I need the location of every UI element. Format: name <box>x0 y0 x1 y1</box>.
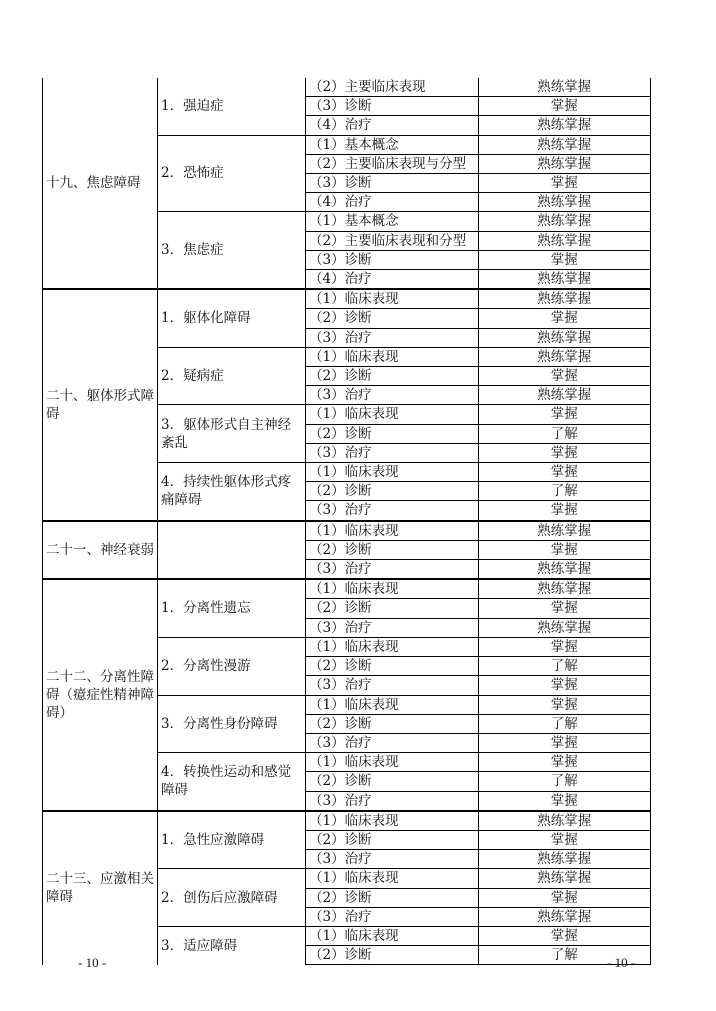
requirement-cell: 掌握 <box>478 637 651 656</box>
item-cell: （2）诊断 <box>306 482 479 501</box>
topic-cell: 十九、焦虑障碍 <box>43 78 158 289</box>
item-cell: （2）诊断 <box>306 772 479 791</box>
syllabus-table <box>42 78 651 965</box>
requirement-cell: 熟练掌握 <box>478 193 651 212</box>
page-number-right: - 10 - <box>607 955 636 970</box>
table-row <box>43 579 651 599</box>
requirement-cell: 熟练掌握 <box>478 869 651 888</box>
unit-cell: 2．分离性漫游 <box>158 637 306 695</box>
requirement-cell: 熟练掌握 <box>478 560 651 580</box>
item-cell: （1）临床表现 <box>306 811 479 831</box>
requirement-cell: 了解 <box>478 657 651 676</box>
requirement-cell: 掌握 <box>478 791 651 811</box>
item-cell: （3）治疗 <box>306 386 479 405</box>
item-cell: （1）临床表现 <box>306 405 479 424</box>
requirement-cell: 掌握 <box>478 753 651 772</box>
syllabus-table-body <box>43 78 651 965</box>
unit-cell: 4．转换性运动和感觉障碍 <box>158 753 306 811</box>
item-cell: （3）治疗 <box>306 676 479 695</box>
requirement-cell: 了解 <box>478 482 651 501</box>
unit-cell: 1．分离性遗忘 <box>158 579 306 637</box>
item-cell: （3）诊断 <box>306 174 479 193</box>
item-cell: （1）临床表现 <box>306 637 479 656</box>
item-cell: （2）诊断 <box>306 424 479 443</box>
requirement-cell: 熟练掌握 <box>478 579 651 599</box>
unit-cell: 3．躯体形式自主神经紊乱 <box>158 405 306 463</box>
item-cell: （3）诊断 <box>306 250 479 269</box>
item-cell: （3）治疗 <box>306 560 479 580</box>
table-row <box>43 289 651 309</box>
item-cell: （1）临床表现 <box>306 753 479 772</box>
item-cell: （1）临床表现 <box>306 579 479 599</box>
requirement-cell: 掌握 <box>478 443 651 462</box>
requirement-cell: 熟练掌握 <box>478 289 651 309</box>
item-cell: （2）诊断 <box>306 830 479 849</box>
requirement-cell: 熟练掌握 <box>478 135 651 154</box>
item-cell: （1）临床表现 <box>306 521 479 541</box>
requirement-cell: 掌握 <box>478 367 651 386</box>
item-cell: （4）治疗 <box>306 193 479 212</box>
item-cell: （2）主要临床表现和分型 <box>306 231 479 250</box>
item-cell: （1）基本概念 <box>306 212 479 231</box>
item-cell: （2）诊断 <box>306 540 479 559</box>
requirement-cell: 熟练掌握 <box>478 521 651 541</box>
item-cell: （2）主要临床表现 <box>306 78 479 97</box>
requirement-cell: 了解 <box>478 772 651 791</box>
requirement-cell: 掌握 <box>478 676 651 695</box>
item-cell: （2）诊断 <box>306 309 479 328</box>
item-cell: （3）治疗 <box>306 733 479 752</box>
requirement-cell: 了解 <box>478 946 651 965</box>
requirement-cell: 掌握 <box>478 97 651 116</box>
requirement-cell: 熟练掌握 <box>478 78 651 97</box>
requirement-cell: 熟练掌握 <box>478 212 651 231</box>
unit-cell: 3．焦虑症 <box>158 212 306 289</box>
requirement-cell: 熟练掌握 <box>478 270 651 290</box>
item-cell: （3）治疗 <box>306 850 479 869</box>
topic-cell: 二十、躯体形式障碍 <box>43 289 158 520</box>
item-cell: （2）诊断 <box>306 657 479 676</box>
requirement-cell: 熟练掌握 <box>478 154 651 173</box>
item-cell: （2）诊断 <box>306 888 479 907</box>
requirement-cell: 掌握 <box>478 926 651 945</box>
item-cell: （4）治疗 <box>306 270 479 290</box>
page-number-left: - 10 - <box>78 955 107 970</box>
unit-cell <box>158 521 306 580</box>
requirement-cell: 熟练掌握 <box>478 347 651 366</box>
unit-cell: 2．疑病症 <box>158 347 306 405</box>
unit-cell: 3．适应障碍 <box>158 926 306 964</box>
table-row <box>43 78 651 97</box>
unit-cell: 1．躯体化障碍 <box>158 289 306 347</box>
requirement-cell: 熟练掌握 <box>478 618 651 637</box>
item-cell: （3）治疗 <box>306 328 479 347</box>
requirement-cell: 了解 <box>478 424 651 443</box>
unit-cell: 2．创伤后应激障碍 <box>158 869 306 927</box>
item-cell: （3）治疗 <box>306 618 479 637</box>
requirement-cell: 熟练掌握 <box>478 328 651 347</box>
requirement-cell: 熟练掌握 <box>478 907 651 926</box>
requirement-cell: 掌握 <box>478 250 651 269</box>
requirement-cell: 熟练掌握 <box>478 386 651 405</box>
table-row <box>43 811 651 831</box>
requirement-cell: 熟练掌握 <box>478 231 651 250</box>
requirement-cell: 熟练掌握 <box>478 116 651 135</box>
unit-cell: 1．强迫症 <box>158 78 306 135</box>
requirement-cell: 熟练掌握 <box>478 850 651 869</box>
requirement-cell: 掌握 <box>478 174 651 193</box>
item-cell: （2）主要临床表现与分型 <box>306 154 479 173</box>
item-cell: （2）诊断 <box>306 946 479 965</box>
requirement-cell: 掌握 <box>478 733 651 752</box>
item-cell: （3）治疗 <box>306 791 479 811</box>
item-cell: （2）诊断 <box>306 599 479 618</box>
unit-cell: 2．恐怖症 <box>158 135 306 212</box>
item-cell: （1）临床表现 <box>306 695 479 714</box>
requirement-cell: 掌握 <box>478 830 651 849</box>
topic-cell: 二十三、应激相关障碍 <box>43 811 158 965</box>
requirement-cell: 掌握 <box>478 599 651 618</box>
item-cell: （1）临床表现 <box>306 463 479 482</box>
topic-cell: 二十二、分离性障碍（癔症性精神障碍） <box>43 579 158 810</box>
unit-cell: 4．持续性躯体形式疼痛障碍 <box>158 463 306 521</box>
unit-cell: 1．急性应激障碍 <box>158 811 306 869</box>
unit-cell: 3．分离性身份障碍 <box>158 695 306 753</box>
item-cell: （3）治疗 <box>306 443 479 462</box>
item-cell: （1）临床表现 <box>306 347 479 366</box>
item-cell: （3）治疗 <box>306 907 479 926</box>
item-cell: （1）基本概念 <box>306 135 479 154</box>
requirement-cell: 掌握 <box>478 540 651 559</box>
item-cell: （4）治疗 <box>306 116 479 135</box>
requirement-cell: 掌握 <box>478 405 651 424</box>
requirement-cell: 熟练掌握 <box>478 811 651 831</box>
item-cell: （1）临床表现 <box>306 926 479 945</box>
item-cell: （2）诊断 <box>306 714 479 733</box>
topic-cell: 二十一、神经衰弱 <box>43 521 158 580</box>
item-cell: （1）临床表现 <box>306 869 479 888</box>
requirement-cell: 掌握 <box>478 501 651 521</box>
requirement-cell: 了解 <box>478 714 651 733</box>
requirement-cell: 掌握 <box>478 463 651 482</box>
requirement-cell: 掌握 <box>478 309 651 328</box>
requirement-cell: 掌握 <box>478 695 651 714</box>
item-cell: （2）诊断 <box>306 367 479 386</box>
item-cell: （3）治疗 <box>306 501 479 521</box>
requirement-cell: 掌握 <box>478 888 651 907</box>
item-cell: （3）诊断 <box>306 97 479 116</box>
table-row <box>43 521 651 541</box>
item-cell: （1）临床表现 <box>306 289 479 309</box>
